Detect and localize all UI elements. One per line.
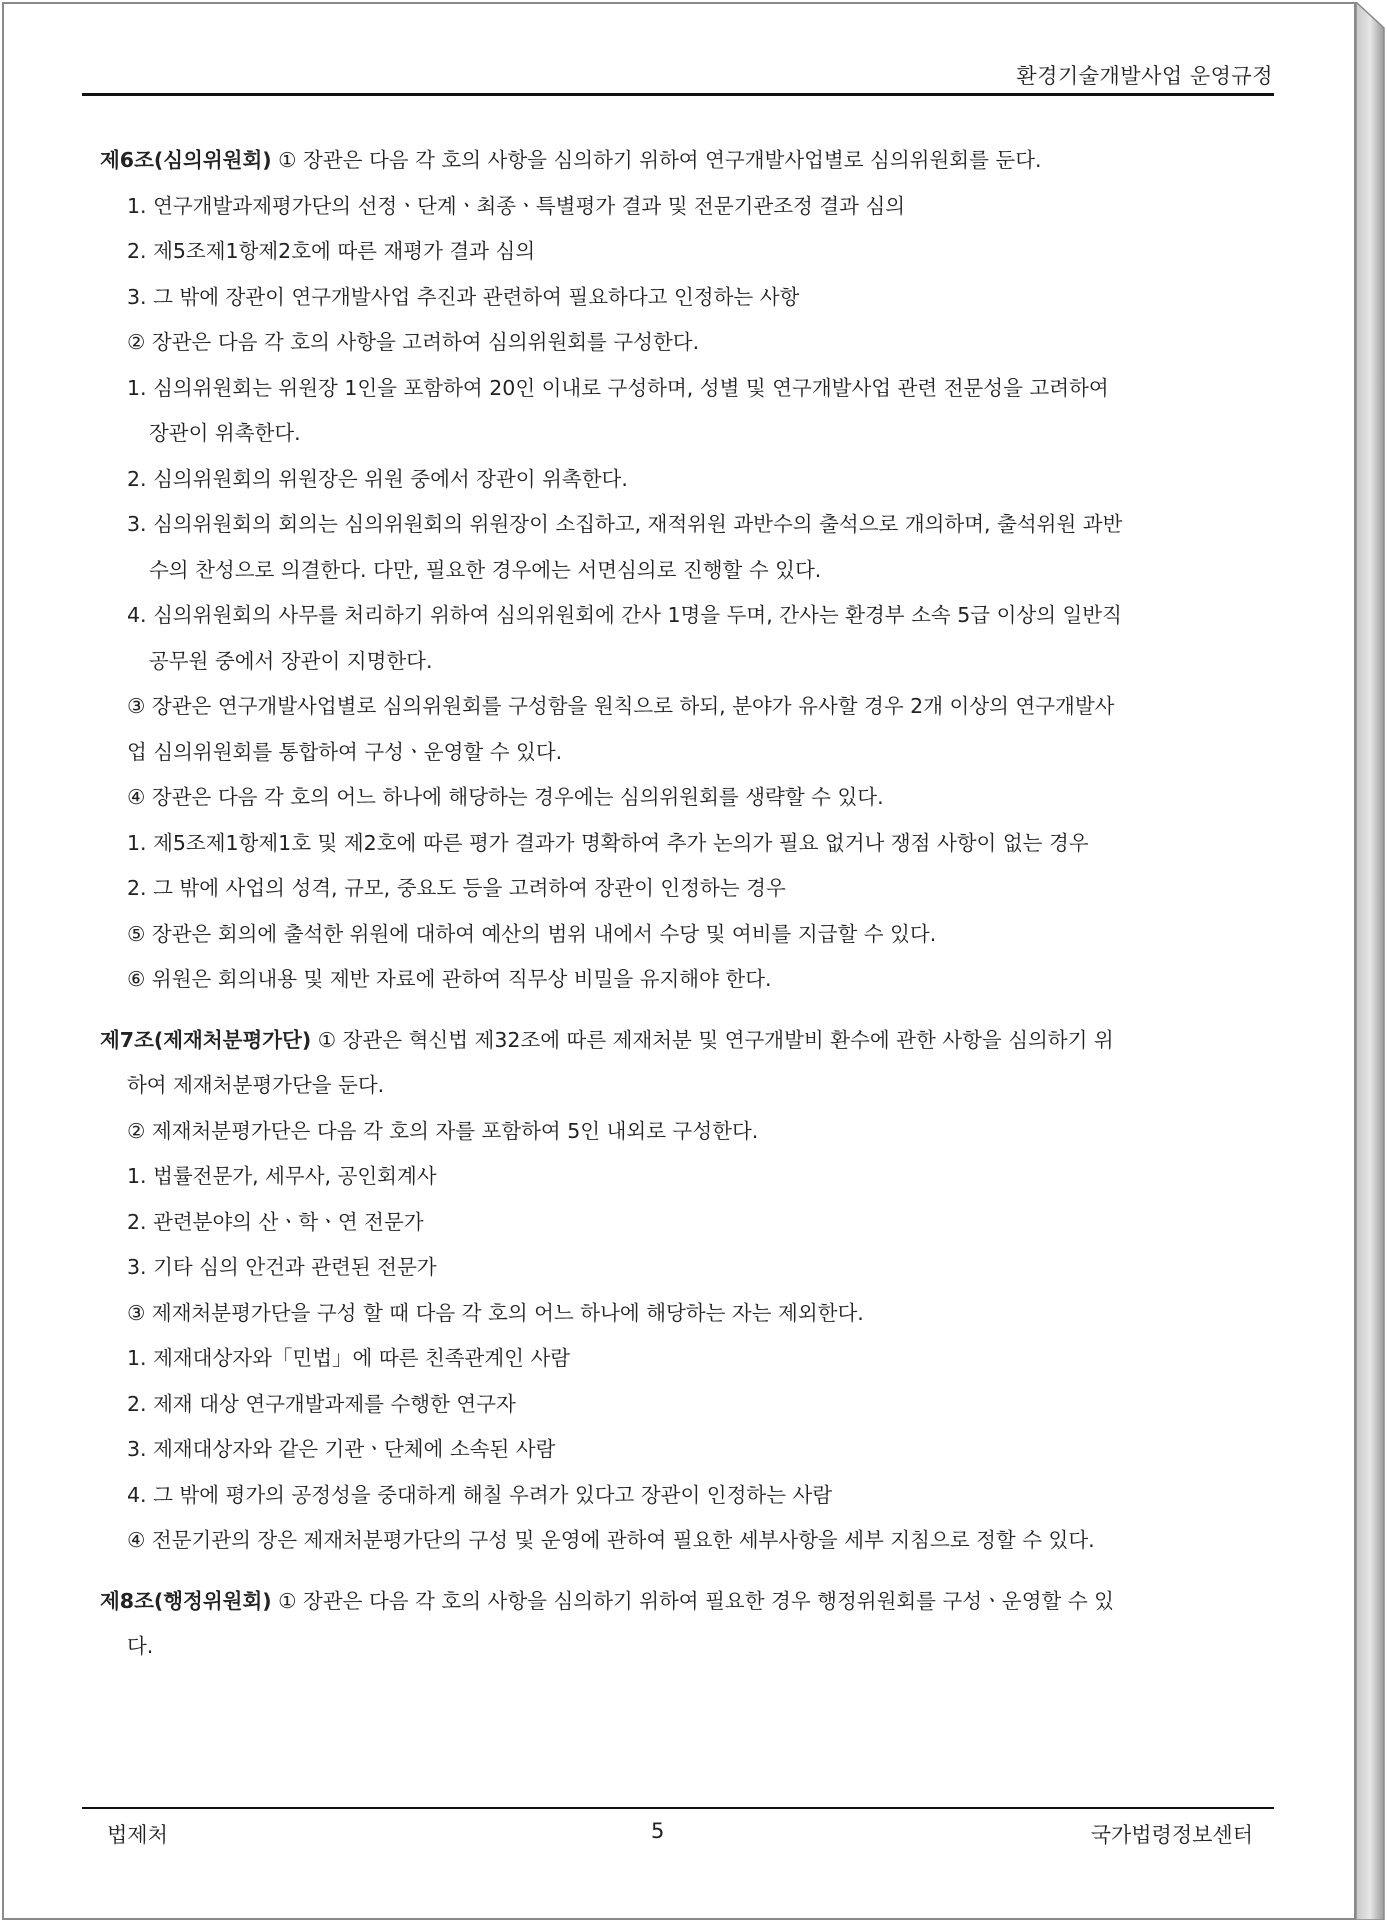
header-divider [82,93,1274,96]
regulation-body [100,138,1275,1670]
article-line [100,1473,1275,1519]
article-heading: 제6조(심의위원회) [100,148,272,172]
article-line [100,1382,1275,1428]
article-text: 4. 그 밖에 평가의 공정성을 중대하게 해칠 우려가 있다고 장관이 인정하는 사람 [127,1482,833,1507]
article-text: ① 장관은 혁신법 제32조에 따른 제재처분 및 연구개발비 환수에 관한 사항을 심의하기 위 [317,1027,1114,1052]
article-line [100,548,1275,594]
article-text: 3. 그 밖에 장관이 연구개발사업 추진과 관련하여 필요하다고 인정하는 사항 [127,284,800,309]
article-text: 업 심의위원회를 통합하여 구성ㆍ운영할 수 있다. [127,739,563,764]
article-line [100,1518,1275,1564]
article-line [100,639,1275,685]
article-2 [100,1018,1275,1564]
article-text: 3. 기타 심의 안건과 관련된 전문가 [127,1255,437,1279]
article-text: ① 장관은 다음 각 호의 사항을 심의하기 위하여 연구개발사업별로 심의위원회를 둔다. [278,148,1042,172]
article-line [100,1063,1275,1109]
article-text: 장관이 위촉한다. [149,421,301,445]
article-3 [100,1579,1275,1670]
article-line [100,1109,1275,1155]
article-line [100,184,1275,230]
article-text: ④ 장관은 다음 각 호의 어느 하나에 해당하는 경우에는 심의위원회를 생략할 수 있다. [127,785,884,809]
article-line [100,1579,1275,1625]
article-text: 1. 법률전문가, 세무사, 공인회계사 [127,1164,437,1188]
footer-publisher: 법제처 [107,1823,168,1847]
footer-source: 국가법령정보센터 [1090,1823,1253,1847]
article-text: 1. 제재대상자와「민법」에 따른 친족관계인 사람 [127,1346,571,1370]
article-line [100,1291,1275,1337]
article-text: ④ 전문기관의 장은 제재처분평가단의 구성 및 운영에 관하여 필요한 세부사항을 세부 지침으로 정할 수 있다. [127,1528,1095,1552]
article-heading: 제7조(제재처분평가단) [100,1027,312,1052]
article-text: 1. 제5조제1항제1호 및 제2호에 따른 평가 결과가 명확하여 추가 논의가 필요 없거나 쟁점 사항이 없는 경우 [127,830,1089,855]
article-line [100,1624,1275,1670]
document-header-title: 환경기술개발사업 운영규정 [1016,64,1273,88]
article-text: 2. 심의위원회의 위원장은 위원 중에서 장관이 위촉한다. [127,466,628,491]
article-text: ① 장관은 다음 각 호의 사항을 심의하기 위하여 필요한 경우 행정위원회를 구성ㆍ운영할 수 있 [278,1588,1114,1613]
page-curl-shadow [1356,2,1386,1920]
article-text: 수의 찬성으로 의결한다. 다만, 필요한 경우에는 서면심의로 진행할 수 있다. [149,557,822,582]
article-line [100,730,1275,776]
footer-divider [82,1807,1274,1809]
article-line [100,1336,1275,1382]
footer-page-number: 5 [651,1819,665,1843]
article-1 [100,138,1275,1003]
article-text: ③ 제재처분평가단을 구성 할 때 다음 각 호의 어느 하나에 해당하는 자는 제외한다. [127,1300,864,1325]
article-text: 다. [127,1634,154,1658]
article-text: 하여 제재처분평가단을 둔다. [127,1073,385,1097]
article-text: 1. 심의위원회는 위원장 1인을 포함하여 20인 이내로 구성하며, 성별 및 연구개발사업 관련 전문성을 고려하여 [127,375,1109,400]
article-gap [100,1564,1275,1579]
article-text: 공무원 중에서 장관이 지명한다. [149,648,433,673]
article-text: ② 제재처분평가단은 다음 각 호의 자를 포함하여 5인 내외로 구성한다. [127,1118,759,1143]
article-text: ⑤ 장관은 회의에 출석한 위원에 대하여 예산의 범위 내에서 수당 및 여비를 지급할 수 있다. [127,921,937,946]
article-line [100,411,1275,457]
article-line [100,957,1275,1003]
article-line [100,275,1275,321]
article-line [100,457,1275,503]
article-line [100,366,1275,412]
article-text: 2. 관련분야의 산ㆍ학ㆍ연 전문가 [127,1209,424,1234]
article-text: 2. 그 밖에 사업의 성격, 규모, 중요도 등을 고려하여 장관이 인정하는 경우 [127,876,786,900]
article-line [100,866,1275,912]
article-text: 3. 심의위원회의 회의는 심의위원회의 위원장이 소집하고, 재적위원 과반수의 출석으로 개의하며, 출석위원 과반 [127,512,1123,536]
article-line [100,320,1275,366]
article-line [100,775,1275,821]
article-text: 1. 연구개발과제평가단의 선정ㆍ단계ㆍ최종ㆍ특별평가 결과 및 전문기관조정 결과 심의 [127,193,906,218]
article-line [100,1154,1275,1200]
article-text: 4. 심의위원회의 사무를 처리하기 위하여 심의위원회에 간사 1명을 두며, 간사는 환경부 소속 5급 이상의 일반직 [127,603,1122,627]
article-text: ③ 장관은 연구개발사업별로 심의위원회를 구성함을 원칙으로 하되, 분야가 유사할 경우 2개 이상의 연구개발사 [127,694,1115,718]
article-line [100,1245,1275,1291]
article-line [100,1200,1275,1246]
article-line [100,502,1275,548]
article-line [100,912,1275,958]
article-text: 2. 제재 대상 연구개발과제를 수행한 연구자 [127,1391,516,1416]
article-text: 2. 제5조제1항제2호에 따른 재평가 결과 심의 [127,239,536,263]
article-line [100,1018,1275,1064]
article-line [100,684,1275,730]
article-gap [100,1003,1275,1018]
article-line [100,229,1275,275]
article-text: 3. 제재대상자와 같은 기관ㆍ단체에 소속된 사람 [127,1437,556,1461]
article-line [100,593,1275,639]
article-line [100,138,1275,184]
article-line [100,1427,1275,1473]
article-text: ⑥ 위원은 회의내용 및 제반 자료에 관하여 직무상 비밀을 유지해야 한다. [127,967,772,991]
article-text: ② 장관은 다음 각 호의 사항을 고려하여 심의위원회를 구성한다. [127,330,700,354]
article-heading: 제8조(행정위원회) [100,1588,272,1613]
article-line [100,821,1275,867]
